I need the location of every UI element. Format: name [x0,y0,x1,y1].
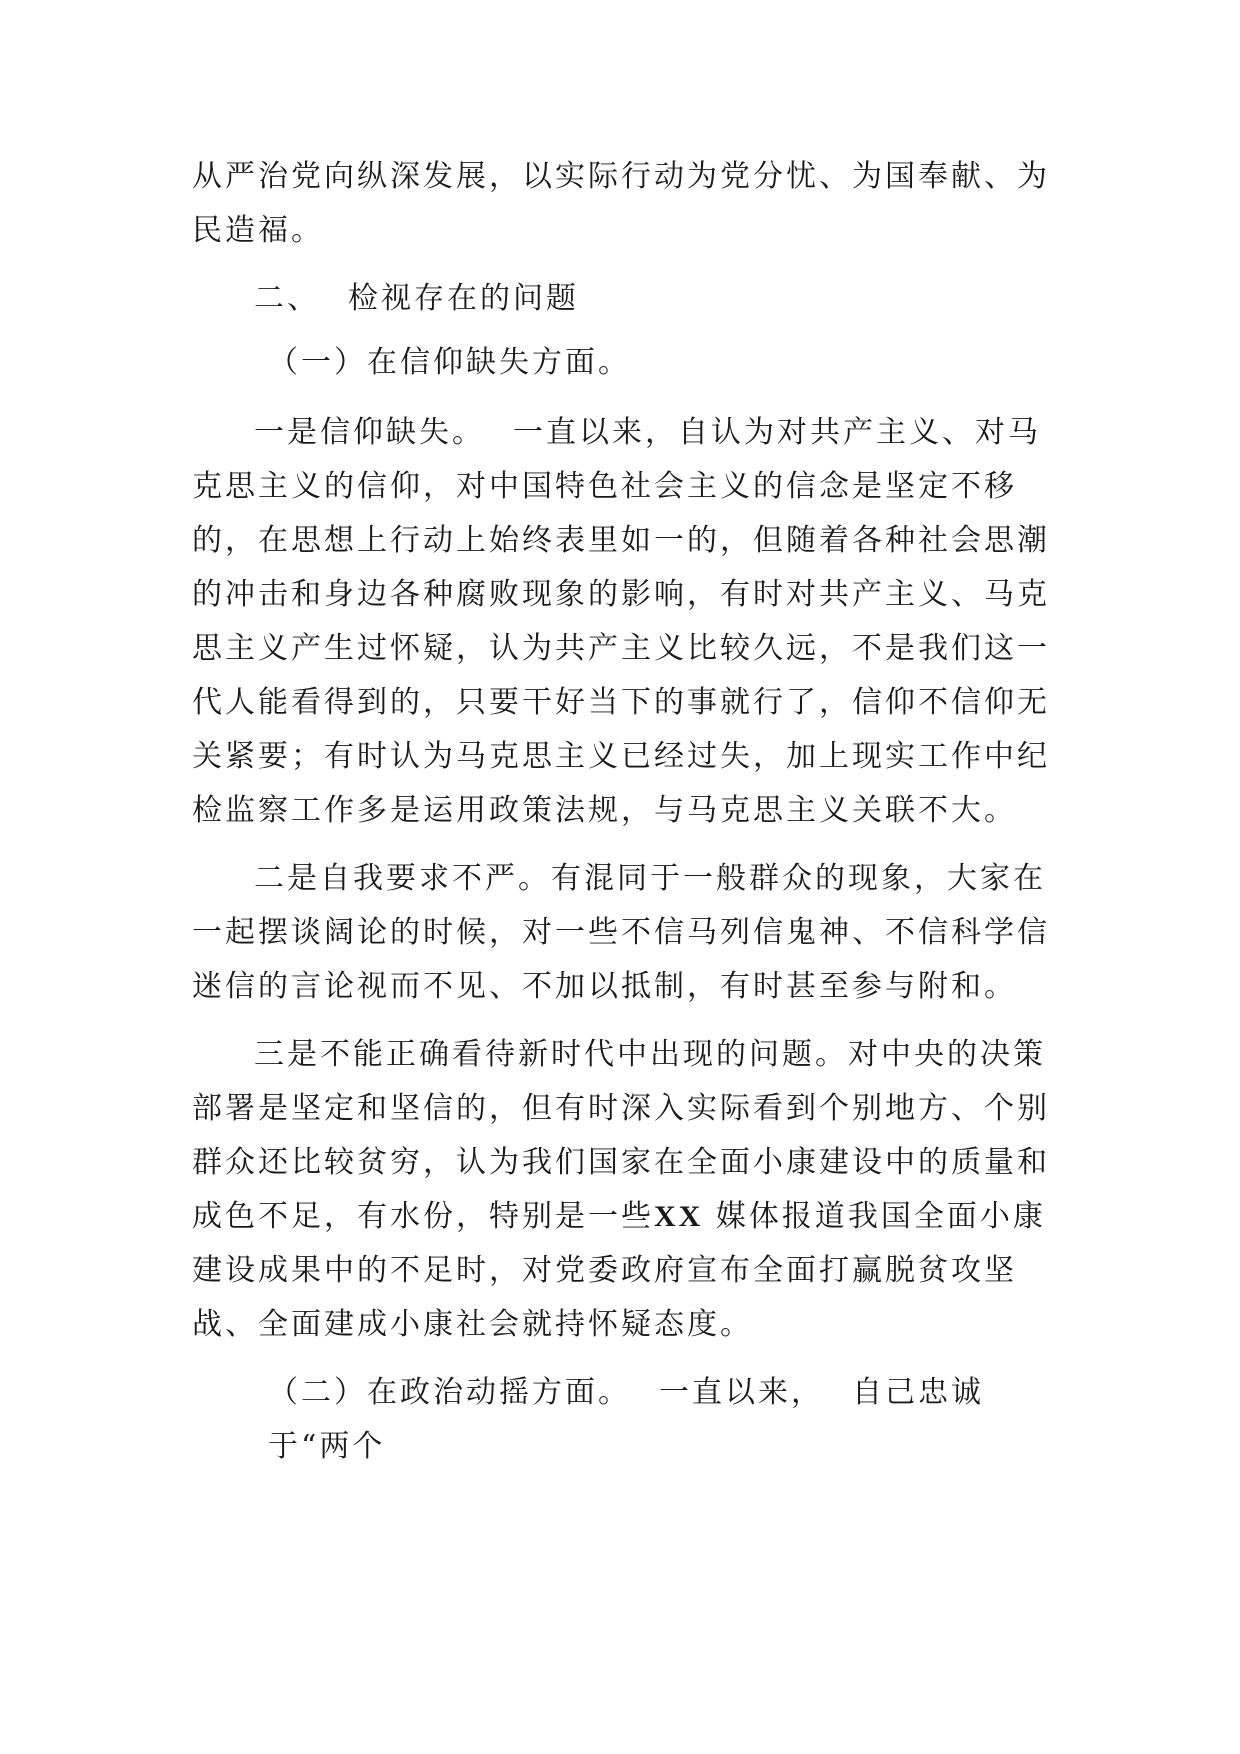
section-number: 二、 [254,281,320,316]
paragraph-item-3 [192,1028,1052,1352]
section-title: 检视存在的问题 [348,281,579,316]
item-1-text: 一直以来，自认为对共产主义、对马克思主义的信仰，对中国特色社会主义的信念是坚定不移的，在思想上行动上始终表里如一的，但随着各种社会思潮的冲击和身边各种腐败现象的影响，有时对共产主义、马克思主义产生过怀疑，认为共产主义比较久远，不是我们这一代人能看得到的，只要干好当下的事就行了，信仰不信仰无关紧要；有时认为马克思主义已经过失，加上现实工作中纪检监察工作多是运用政策法规，与马克思主义关联不大。 [192,415,1050,828]
subsection-2-text-2: 自己忠诚于“两个 [268,1375,984,1464]
item-3-text-b: 媒体报道我国全面小康建设成果中的不足时，对党委政府宣布全面打赢脱贫攻坚战、全面建成小康社会就持怀疑态度。 [192,1199,1046,1342]
item-3-bold: XX [654,1200,704,1233]
section-heading [192,272,1052,326]
paragraph-item-2: 二是自我要求不严。有混同于一般群众的现象，大家在一起摆谈阔论的时候，对一些不信马列信鬼神、不信科学信迷信的言论视而不见、不加以抵制，有时甚至参与附和。 [192,861,1050,1004]
subsection-2-title: （二）在政治动摇方面。 [268,1375,631,1410]
paragraph-item-1 [192,406,1052,838]
item-1-lead: 一是信仰缺失。 [254,415,485,450]
subsection-heading-2 [192,1366,1052,1474]
item-3-text-a: 三是不能正确看待新时代中出现的问题。对中央的决策部署是坚定和坚信的，但有时深入实际看到个别地方、个别群众还比较贫穷，认为我们国家在全面小康建设中的质量和成色不足，有水份，特别是一些 [192,1037,1050,1234]
document-body [192,150,1052,1490]
subsection-2-text-1: 一直以来， [659,1375,824,1410]
paragraph-continuation: 从严治党向纵深发展，以实际行动为党分忧、为国奉献、为民造福。 [192,159,1050,248]
subsection-heading-1: （一）在信仰缺失方面。 [268,345,631,380]
